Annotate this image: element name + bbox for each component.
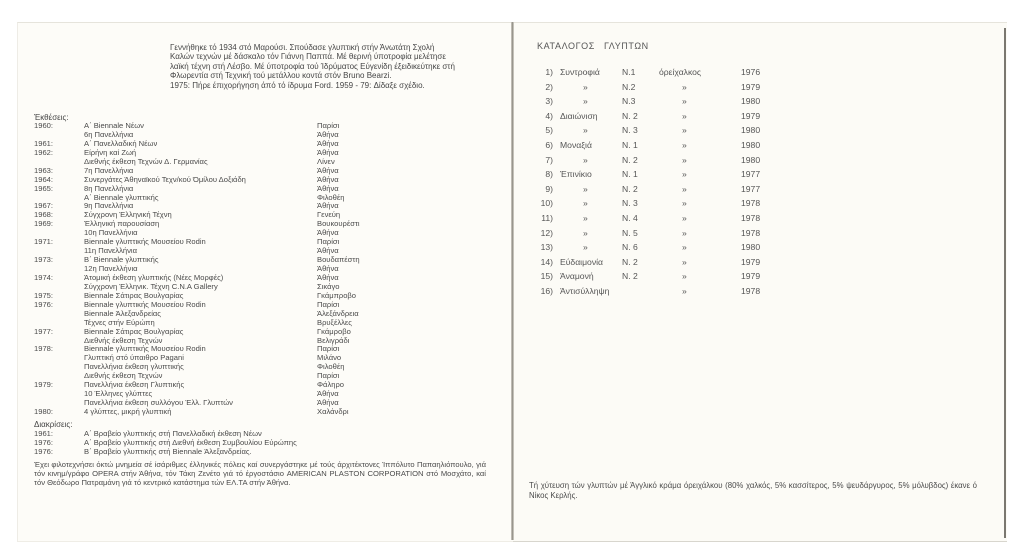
sculpture-year: 1978 [741,285,761,296]
exhibition-city: Άλεξάνδρεια [317,308,359,318]
exhibition-title: Τέχνες στήν Εύρώπη [84,318,155,327]
sculpture-material: » [682,242,687,253]
catalog-number: 15) [540,271,553,282]
exhibition-city: Άθήνα [317,174,339,184]
sculpture-title: » [583,183,588,194]
exhibition-city: Άθήνα [317,246,339,256]
sculpture-title: Άντισύλληψη [560,285,610,296]
exhibition-row [34,167,474,176]
book-spine [511,22,514,540]
exhibition-city: Γκάμροβο [317,326,351,336]
catalog-number: 16) [540,285,553,296]
exhibition-city: Άθήνα [317,138,339,148]
sculpture-variant: N. 4 [622,212,638,223]
exhibition-row [34,256,474,265]
sculpture-variant: N. 2 [622,154,638,165]
award-text: Α΄ Βραβείο γλυπτικής στή Πανελλαδική έκθεση Νέων [84,429,262,438]
sculpture-year: 1979 [741,271,761,282]
exhibition-title: Biennale γλυπτικής Μουσείου Rodin [84,238,206,247]
catalog-row [529,257,779,272]
biography [170,43,460,90]
sculpture-year: 1977 [741,169,761,180]
sculpture-year: 1976 [741,67,761,77]
exhibition-title: 8η Πανελλήνια [84,184,134,193]
exhibition-row [34,328,474,337]
sculpture-title: Έπινίκιο [560,169,592,180]
sculpture-year: 1980 [741,96,761,107]
exhibition-city: Παρίσι [317,371,340,381]
exhibition-row [34,363,474,372]
page-edge-shadow [1004,28,1006,538]
catalog-row [529,67,779,82]
sculpture-variant: N. 1 [622,139,638,150]
catalog-number: 14) [540,256,553,267]
exhibition-title: Πανελλήνια έκθεση γλυπτικής [84,363,184,372]
exhibition-city: Άθήνα [317,264,339,273]
exhibition-city: Βουκουρέστι [317,219,360,229]
exhibition-title: Α΄ Πανελλαδική Νέων [84,139,158,148]
exhibition-title: Σύγχρονη Έλληνική Τέχνη [84,211,172,220]
sculpture-material: όρείχαλκος [659,67,702,77]
sculpture-year: 1980 [741,242,761,253]
exhibition-row [34,390,474,399]
exhibition-title: 10η Πανελλήνια [84,229,138,238]
casting-note: Τή χύτευση τών γλυπτών μέ Άγγλικό κράμα όρειχάλκου (80% χαλκός, 5% κασσίτερος, 5% ψευδάργυρος, 5% μόλυβδος) έκανε ό Νίκος Κερλής. [529,481,977,500]
exhibition-title: Σύγχρονη Έλληνικ. Τέχνη C.N.A Gallery [84,282,218,291]
exhibition-row [34,220,474,229]
sculpture-title: » [583,242,588,253]
catalog-row [529,198,779,213]
exhibition-row [34,408,474,417]
sculpture-variant: N. 3 [622,125,638,136]
exhibitions-list [34,122,474,417]
exhibition-year: 1971: [34,237,54,247]
catalog-row [529,82,779,97]
sculpture-title: Συντροφιά [560,67,600,77]
catalog-number: 12) [540,227,553,238]
catalog-row [529,169,779,184]
catalog-number: 6) [545,139,553,150]
catalog-number: 8) [545,169,553,180]
exhibition-year: 1964: [34,174,54,184]
exhibition-city: Βουδαπέστη [317,255,360,265]
exhibition-year: 1968: [34,210,54,220]
exhibition-row [34,176,474,185]
exhibition-row [34,345,474,354]
exhibition-year: 1976: [34,299,54,309]
exhibition-row [34,185,474,194]
catalog-row [529,111,779,126]
exhibition-year: 1965: [34,183,54,193]
sculpture-title: » [583,81,588,92]
exhibition-city: Μιλάνο [317,353,342,363]
exhibition-city: Άθήνα [317,398,339,408]
exhibition-year: 1963: [34,165,54,175]
exhibition-row [34,202,474,211]
sculpture-year: 1979 [741,81,761,92]
exhibition-year: 1975: [34,290,54,300]
exhibition-title: 9η Πανελλήνια [84,202,134,211]
sculpture-material: » [682,96,687,107]
exhibition-row [34,149,474,158]
catalog-number: 11) [541,212,553,223]
exhibition-year [34,310,84,319]
sculpture-title: » [583,227,588,238]
exhibition-year: 1979: [34,380,54,390]
exhibition-row [34,292,474,301]
catalog-number: 1) [545,67,553,77]
catalog-row [529,213,779,228]
sculpture-year: 1978 [741,227,761,238]
sculpture-material: » [682,227,687,238]
biography-grant-line: 1975: Πήρε έπιχορήγηση άπό τό ίδρυμα Ford. 1959 - 79: Δίδαξε σχέδιο. [170,80,425,90]
works-paragraph: Έχει φιλοτεχνήσει όκτώ μνημεία σέ ίσάριθμες έλληνικές πόλεις καί συνεργάστηκε μέ τούς άρχιτέκτονες Ίππόλυτο Παπαηλιόπουλο, γιά τόν κινημ/γράφο OPERA στήν Άθήνα, τόν Τάκη Ζενέτο γιά τό έργοστάσιο AMERICAN PLASTON CORPORATION στό Μοσχάτο, καί τόν Θεόδωρο Πατραμάνη γιά τό κεντρικό κατάστημα τών ΕΛ.ΤΑ στήν Άθήνα. [34,460,486,488]
exhibition-title: Biennale Άλεξανδρείας [84,309,161,318]
exhibition-city: Άθήνα [317,389,339,399]
exhibition-row [34,354,474,363]
catalog-number: 13) [540,242,553,253]
sculpture-material: » [682,285,687,296]
exhibition-year: 1960: [34,121,54,130]
exhibition-row [34,310,474,319]
exhibition-city: Παρίσι [317,299,340,309]
sculpture-variant: N. 2 [622,110,638,121]
sculpture-variant: N.1 [622,67,636,77]
sculpture-year: 1977 [741,183,761,194]
exhibition-title: 7η Πανελλήνια [84,166,134,175]
catalog-number: 2) [545,81,553,92]
booklet-spread [17,22,1007,540]
exhibition-city: Χαλάνδρι [317,407,349,416]
sculpture-material: » [682,110,687,121]
exhibition-year: 1962: [34,147,54,157]
sculpture-year: 1980 [741,125,761,136]
exhibition-title: 12η Πανελλήνια [84,265,138,273]
exhibition-title: Biennale γλυπτικής Μουσείου Rodin [84,300,206,309]
catalog-row [529,96,779,111]
catalog-number: 9) [545,183,553,194]
exhibition-row [34,158,474,167]
sculpture-material: » [682,139,687,150]
exhibition-title: 6η Πανελλήνια [84,130,134,139]
exhibition-city: Παρίσι [317,121,340,130]
sculpture-title: » [583,96,588,107]
sculpture-title: » [583,154,588,165]
sculpture-material: » [682,154,687,165]
catalog-number: 3) [545,96,553,107]
exhibition-title: Διεθνής έκθεση Τεχνών [84,336,163,345]
exhibition-row [34,274,474,283]
sculpture-title: Άναμονή [560,271,594,282]
exhibition-title: Διεθνής έκθεση Τεχνών Δ. Γερμανίας [84,157,208,166]
exhibition-row [34,122,474,131]
sculpture-material: » [682,183,687,194]
exhibition-title: Α΄ Biennale γλυπτικής [84,193,159,202]
sculpture-variant: N. 6 [622,242,638,253]
exhibition-title: Biennale Σάτιρας Βουλγαρίας [84,327,184,336]
catalog-list [529,67,779,301]
sculpture-title: » [583,125,588,136]
catalog-number: 7) [545,154,553,165]
exhibition-city: Άθήνα [317,129,339,139]
exhibition-title: Διεθνής έκθεση Τεχνών [84,372,163,381]
sculpture-title: Εύδαιμονία [560,256,603,267]
exhibition-city: Λίνεν [317,156,335,166]
sculpture-year: 1980 [741,154,761,165]
exhibition-row [34,247,474,256]
awards-list [34,429,484,456]
sculpture-variant: N. 1 [622,169,638,180]
exhibition-row [34,381,474,390]
exhibition-row [34,319,474,328]
sculpture-variant: N.3 [622,96,636,107]
exhibition-city: Σικάγο [317,281,340,291]
exhibitions-heading: Έκθέσεις: [34,113,69,122]
exhibition-year [34,363,84,372]
catalog-row [529,286,779,301]
exhibition-city: Γκάμπροβο [317,290,357,300]
catalog-row [529,140,779,155]
sculpture-material: » [682,198,687,209]
award-row [34,429,484,438]
exhibition-year: 1967: [34,201,54,211]
exhibition-year: 1980: [34,407,54,416]
catalog-row [529,242,779,257]
sculpture-variant: N. 2 [622,271,638,282]
exhibition-title: Συνεργάτες Άθηναϊκού Τεχν/κού Όμίλου Δοξιάδη [84,175,246,184]
sculpture-year: 1980 [741,139,761,150]
exhibition-row [34,337,474,346]
sculpture-material: » [682,125,687,136]
exhibition-city: Φιλοθέη [317,362,345,372]
exhibition-year [34,390,84,399]
catalog-row [529,155,779,170]
exhibition-year: 1974: [34,272,54,282]
exhibition-row [34,283,474,292]
sculpture-year: 1979 [741,256,761,267]
award-row [34,438,484,447]
award-row [34,447,484,456]
exhibition-city: Άθήνα [317,183,339,193]
sculpture-variant: N. 5 [622,227,638,238]
biography-paragraph: Γεννήθηκε τό 1934 στό Μαρούσι. Σπούδασε γλυπτική στήν Άνωτάτη Σχολή Καλών τεχνών μέ δάσκαλο τόν Γιάννη Παππά. Μέ θερινή ύποτροφία μελέτησε λαϊκή τέχνη στή Λέσβο. Μέ ύποτροφία τού Ίδρύματος Εύγενίδη έξειδικεύτηκε στή Φλωρεντία στή Τεχνική τού μετάλλου κοντά στόν Bruno Bearzi. [170,43,455,81]
sculpture-material: » [682,169,687,180]
exhibition-row [34,194,474,203]
exhibition-year: 1973: [34,255,54,265]
sculpture-material: » [682,271,687,282]
sculpture-variant: N. 2 [622,256,638,267]
exhibition-city: Φάληρο [317,380,345,390]
exhibition-row [34,238,474,247]
exhibition-city: Άθήνα [317,228,339,238]
exhibition-city: Βρυξέλλες [317,317,352,327]
sculpture-year: 1978 [741,198,761,209]
exhibition-row [34,140,474,149]
exhibition-row [34,131,474,140]
catalog-number: 5) [545,125,553,136]
exhibition-year: 1978: [34,344,54,354]
exhibition-year: 1977: [34,326,54,336]
awards-heading: Διακρίσεις: [34,420,73,429]
exhibition-title: 4 γλύπτες, μικρή γλυπτική [84,408,172,416]
exhibition-title: Πανελλήνια έκθεση Γλυπτικής [84,381,185,390]
award-text: Α΄ Βραβείο γλυπτικής στή Διεθνή έκθεση Συμβουλίου Εύρώπης [84,437,297,447]
exhibition-city: Άθήνα [317,201,339,211]
exhibition-city: Άθήνα [317,165,339,175]
exhibition-row [34,372,474,381]
award-year: 1976: [34,446,54,456]
exhibition-title: Biennale γλυπτικής Μουσείου Rodin [84,345,206,354]
sculpture-variant: N. 3 [622,198,638,209]
award-year: 1961: [34,429,54,438]
exhibition-row [34,211,474,220]
exhibition-row [34,301,474,310]
exhibition-year: 1961: [34,138,54,148]
exhibition-city: Παρίσι [317,344,340,354]
catalog-row [529,271,779,286]
catalog-row [529,184,779,199]
catalog-row [529,125,779,140]
award-year: 1976: [34,437,54,447]
catalog-number: 10) [540,198,553,209]
sculpture-year: 1979 [741,110,761,121]
exhibition-title: Γλυπτική στό ύπαιθρο Pagani [84,354,184,363]
exhibition-city: Φιλοθέη [317,192,345,202]
left-page [17,22,514,542]
exhibition-title: Biennale Σάτιρας Βουλγαρίας [84,291,184,300]
sculpture-title: » [583,198,588,209]
award-text: Β΄ Βραβείο γλυπτικής στή Biennale Άλεξανδρείας. [84,446,252,456]
sculpture-variant: N.2 [622,81,636,92]
sculpture-material: » [682,256,687,267]
exhibition-title: Άτομική έκθεση γλυπτικής (Νέες Μορφές) [84,273,224,282]
sculpture-variant: N. 2 [622,183,638,194]
catalog-row [529,228,779,243]
exhibition-city: Βελιγράδι [317,335,350,345]
exhibition-city: Παρίσι [317,237,340,247]
exhibition-title: 10 Έλληνες γλύπτες [84,390,153,399]
exhibition-year: 1969: [34,219,54,229]
right-page [513,22,1007,542]
exhibition-row [34,265,474,274]
sculpture-title: Διαιώνιση [560,110,598,121]
exhibition-title: Β΄ Biennale γλυπτικής [84,256,159,265]
exhibition-title: Είρήνη καί Ζωή [84,148,137,157]
exhibition-year [34,354,84,363]
exhibition-row [34,399,474,408]
catalog-title: ΚΑΤΑΛΟΓΟΣ ΓΛΥΠΤΩΝ [537,41,649,51]
sculpture-material: » [682,212,687,223]
exhibition-title: Α΄ Biennale Νέων [84,122,144,130]
sculpture-title: » [583,212,588,223]
exhibition-city: Άθήνα [317,147,339,157]
sculpture-year: 1978 [741,212,761,223]
exhibition-title: 11η Πανελλήνια [84,247,137,256]
exhibition-city: Άθήνα [317,272,339,282]
sculpture-title: Μοναξιά [560,139,592,150]
sculpture-material: » [682,81,687,92]
exhibition-title: Έλληνική παρουσίαση [84,220,160,229]
exhibition-title: Πανελλήνια έκθεση συλλόγου Έλλ. Γλυπτών [84,399,233,408]
catalog-number: 4) [545,110,553,121]
exhibition-city: Γενεύη [317,210,341,220]
exhibition-row [34,229,474,238]
